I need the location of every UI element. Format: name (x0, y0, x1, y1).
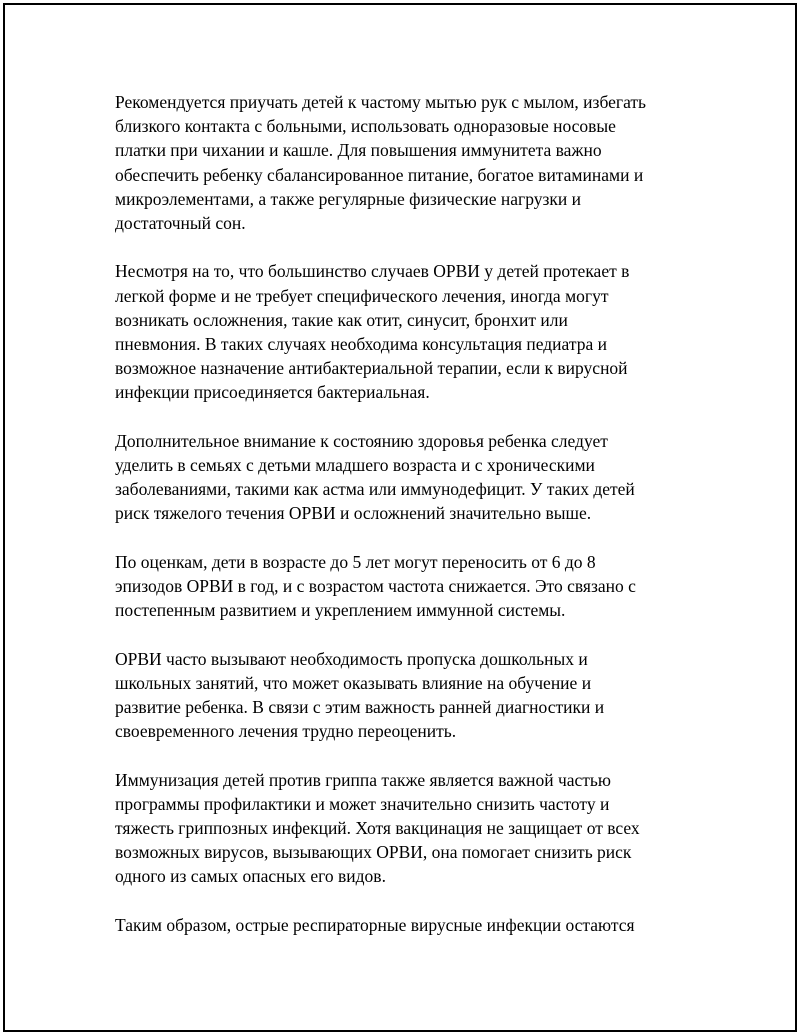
text-line: возникать осложнения, такие как отит, синусит, бронхит или (115, 309, 568, 330)
text-line: постепенным развитием и укреплением иммунной системы. (115, 600, 566, 621)
text-line: возможное назначение антибактериальной терапии, если к вирусной (115, 358, 628, 379)
text-line: риск тяжелого течения ОРВИ и осложнений значительно выше. (115, 503, 592, 524)
text-line: Дополнительное внимание к состоянию здоровья ребенка следует (115, 430, 608, 451)
document-body (115, 90, 690, 961)
paragraph-immunization (115, 768, 690, 889)
text-line: развитие ребенка. В связи с этим важность ранней диагностики и (115, 697, 605, 718)
text-line: По оценкам, дети в возрасте до 5 лет могут переносить от 6 до 8 (115, 551, 596, 572)
text-line: тяжесть гриппозных инфекций. Хотя вакцинация не защищает от всех (115, 818, 640, 839)
text-line: достаточный сон. (115, 213, 246, 234)
text-line: школьных занятий, что может оказывать влияние на обучение и (115, 672, 592, 693)
text-line: Несмотря на то, что большинство случаев ОРВИ у детей протекает в (115, 261, 630, 282)
text-line: ОРВИ часто вызывают необходимость пропуска дошкольных и (115, 648, 588, 669)
text-line: Рекомендуется приучать детей к частому мытью рук с мылом, избегать (115, 92, 647, 112)
text-line: легкой форме и не требует специфического лечения, иногда могут (115, 285, 609, 306)
text-line: программы профилактики и может значительно снизить частоту и (115, 793, 610, 814)
text-line: пневмония. В таких случаях необходима консультация педиатра и (115, 334, 607, 355)
text-line: платки при чихании и кашле. Для повышения иммунитета важно (115, 140, 602, 161)
paragraph-school-absence (115, 647, 690, 744)
paragraph-complications (115, 259, 690, 404)
text-line: близкого контакта с больными, использовать одноразовые носовые (115, 116, 616, 137)
paragraph-frequency (115, 550, 690, 623)
paragraph-conclusion (115, 913, 690, 937)
text-line: Иммунизация детей против гриппа также является важной частью (115, 769, 611, 790)
text-line: Таким образом, острые респираторные вирусные инфекции остаются (115, 914, 635, 935)
paragraph-hygiene (115, 90, 690, 235)
text-line: заболеваниями, такими как астма или иммунодефицит. У таких детей (115, 479, 635, 500)
text-line: микроэлементами, а также регулярные физические нагрузки и (115, 188, 581, 209)
text-line: инфекции присоединяется бактериальная. (115, 382, 430, 403)
text-line: эпизодов ОРВИ в год, и с возрастом частота снижается. Это связано с (115, 576, 636, 597)
paragraph-risk-groups (115, 429, 690, 526)
text-line: своевременного лечения трудно переоценить. (115, 721, 457, 742)
text-line: обеспечить ребенку сбалансированное питание, богатое витаминами и (115, 164, 644, 185)
text-line: одного из самых опасных его видов. (115, 866, 386, 887)
text-line: возможных вирусов, вызывающих ОРВИ, она помогает снизить риск (115, 842, 632, 863)
text-line: уделить в семьях с детьми младшего возраста и с хроническими (115, 455, 595, 476)
